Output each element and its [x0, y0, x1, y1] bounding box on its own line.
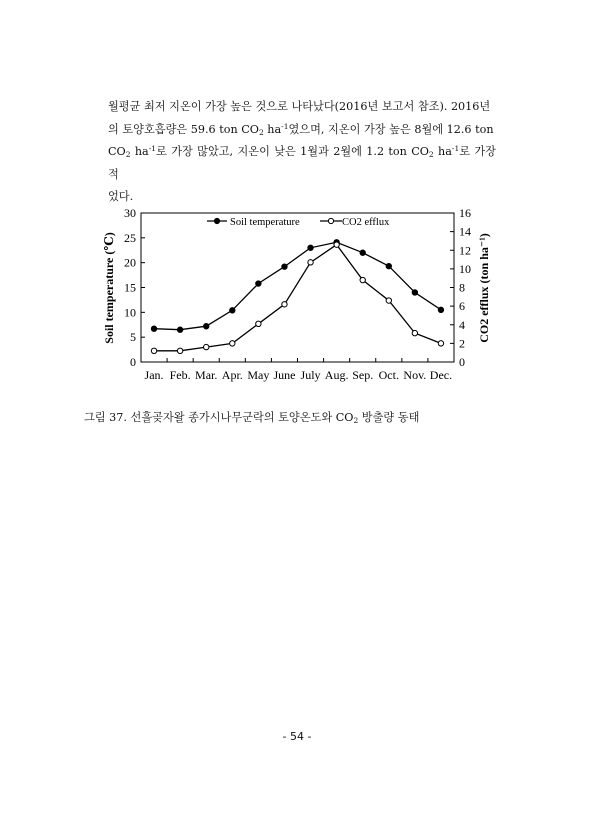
data-point-soil-temperature: [412, 290, 417, 295]
x-tick-label: Apr.: [221, 368, 243, 382]
data-point-soil-temperature: [256, 281, 261, 286]
data-point-co2-efflux: [386, 298, 391, 303]
y2-axis-label: CO2 efflux (ton ha⁻¹): [477, 233, 491, 343]
page-number: - 54 -: [282, 730, 312, 743]
data-point-soil-temperature: [282, 264, 287, 269]
data-point-co2-efflux: [438, 341, 443, 346]
legend-label-soil-temperature: Soil temperature: [230, 217, 300, 228]
y-tick-label: 5: [130, 330, 136, 345]
soil-temperature-co2-chart: [96, 198, 506, 388]
body-paragraph: [108, 96, 496, 209]
data-point-soil-temperature: [151, 326, 156, 331]
series-line-soil-temperature: [154, 242, 441, 329]
data-point-co2-efflux: [282, 302, 287, 307]
x-tick-label: Dec.: [429, 368, 453, 382]
x-tick-label: Nov.: [403, 368, 427, 382]
x-tick-label: Feb.: [169, 368, 191, 382]
right-axis: [450, 206, 471, 369]
x-tick-label: Sep.: [352, 368, 374, 382]
y2-tick-label: 8: [459, 280, 465, 295]
paragraph-line-4: 었다.: [108, 190, 134, 204]
y-tick-label: 0: [130, 355, 136, 369]
figure-caption: 그림 37. 선흘곶자왈 종가시나무군락의 토양온도와 $CO_2$ 방출량 동태: [84, 411, 420, 425]
y-tick-label: 20: [124, 255, 136, 270]
data-point-co2-efflux: [204, 344, 209, 349]
data-point-co2-efflux: [177, 348, 182, 353]
y-tick-label: 25: [124, 230, 136, 245]
data-point-co2-efflux: [412, 330, 417, 335]
legend-marker-soil-temperature: [214, 218, 219, 223]
y2-tick-label: 6: [459, 299, 465, 314]
data-point-soil-temperature: [386, 263, 391, 268]
data-point-co2-efflux: [151, 348, 156, 353]
data-point-soil-temperature: [438, 307, 443, 312]
data-point-soil-temperature: [360, 250, 365, 255]
y2-tick-label: 12: [459, 243, 471, 258]
paragraph-line-2: 의 토양호흡량은 59.6 ton $CO_2$ $ha^{-1}$였으며, 지온이 가장 높은 8월에 12.6 ton: [108, 121, 494, 137]
series-layer: [151, 240, 443, 354]
y2-tick-label: 16: [459, 206, 471, 220]
series-line-co2-efflux: [154, 245, 441, 351]
plot-frame: [141, 213, 454, 362]
data-point-soil-temperature: [230, 308, 235, 313]
y2-tick-label: 14: [459, 224, 471, 239]
y-axis-label: Soil temperature (℃): [102, 232, 116, 344]
data-point-soil-temperature: [177, 327, 182, 332]
data-point-soil-temperature: [204, 324, 209, 329]
data-point-soil-temperature: [308, 245, 313, 250]
y-tick-label: 30: [124, 206, 136, 220]
x-tick-label: July: [300, 368, 321, 382]
y2-tick-label: 0: [459, 355, 465, 369]
y-tick-label: 10: [124, 305, 136, 320]
x-tick-label: May: [247, 368, 270, 382]
paragraph-line-3: $CO_2$ $ha^{-1}$로 가장 많았고, 지온이 낮은 1월과 2월에 1.2 ton $CO_2$ $ha^{-1}$로 가장 적: [108, 144, 496, 181]
data-point-co2-efflux: [256, 321, 261, 326]
paragraph-line-1: 월평균 최저 지온이 가장 높은 것으로 나타났다(2016년 보고서 참조). 2016년: [108, 100, 491, 113]
x-tick-label: Oct.: [378, 368, 399, 382]
x-tick-label: Jan.: [144, 368, 164, 382]
legend-label-co2-efflux: CO2 efflux: [342, 217, 390, 228]
legend: [207, 217, 390, 228]
data-point-co2-efflux: [360, 277, 365, 282]
data-point-co2-efflux: [230, 341, 235, 346]
x-tick-label: June: [273, 368, 296, 382]
y2-tick-label: 10: [459, 261, 471, 276]
legend-marker-co2-efflux: [328, 218, 333, 223]
x-tick-label: Mar.: [195, 368, 218, 382]
y-tick-label: 15: [124, 280, 136, 295]
data-point-co2-efflux: [334, 242, 339, 247]
y2-tick-label: 2: [459, 336, 465, 351]
left-axis: [124, 206, 145, 369]
data-point-co2-efflux: [308, 260, 313, 265]
x-tick-label: Aug.: [324, 368, 349, 382]
y2-tick-label: 4: [459, 317, 465, 332]
